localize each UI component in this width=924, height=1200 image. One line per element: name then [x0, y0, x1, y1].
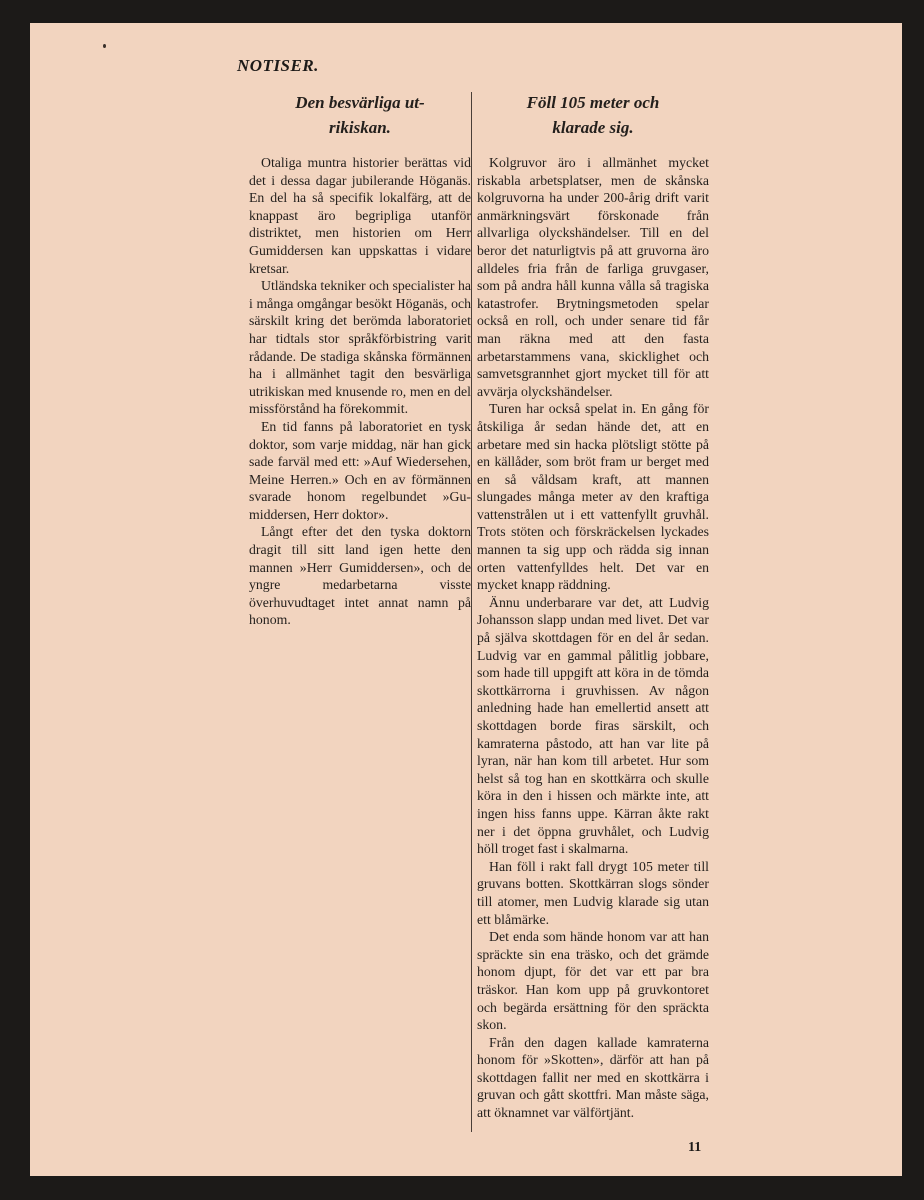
article-paragraph: Han föll i rakt fall drygt 105 meter till gruvans botten. Skottkärran slogs sönder till atomer, men Ludvig klarade sig utan ett blåmärke.: [477, 858, 709, 927]
article-paragraph: Långt efter det den tyska doktorn dragit till sitt land igen hette den mannen »Herr Gumiddersen», och de yngre medarbetarna visste överhuvudtaget intet annat namn på honom.: [249, 524, 471, 628]
article-paragraph: Turen har också spelat in. En gång för åtskiliga år sedan hände det, att en arbetare med sin hacka plötsligt stötte på en källåder, som bröt fram ur berget med en så våldsam kraft, att mannen slungades många meter av den kraftiga vattenstrålen ut i ett vattenfyllt gruvhål. Trots stöten och förskräckelsen lyckades mannen ta sig upp och rädda sig innan orten vattenfylldes helt. Det var en mycket knapp räddning.: [477, 401, 709, 593]
article-paragraph: Ännu underbarare var det, att Ludvig Johansson slapp undan med livet. Det var på själva skottdagen för en del år sedan. Ludvig var en gammal pålitlig jobbare, som hade till uppgift att köra in de tömda skottkärrorna i gruvhissen. Av någon anledning hade han emellertid ansett att skottdagen borde firas särskilt, och kamraterna påstodo, att han var lite på lyran, när han kom till arbetet. Hur som helst så tog han en skottkärra och skulle köra in den i hissen och märkte inte, att ingen hiss fanns uppe. Kärran åkte rakt ner i det öppna gruvhålet, och Ludvig höll troget fast i skalmarna.: [477, 594, 709, 857]
article-paragraph: Det enda som hände honom var att han spräckte sin ena träsko, och det grämde honom djupt, för det var ett par bra träskor. Han kom upp på gruvkontoret och begärda ersättning för den spräckta skon.: [477, 929, 709, 1033]
article-paragraph: Kolgruvor äro i allmänhet mycket riskabla arbetsplatser, men de skånska kolgruvorna ha under 200-årig drift varit anmärkningsvärt förskonade från allvarliga olyckshändelser. Till en del beror det naturligtvis på att gruvorna äro alldeles fria från de farliga gruvgaser, som på andra håll kunna vålla så tragiska katastrofer. Brytningsmetoden spelar också en roll, och under senare tid får man räkna med att den fasta arbetarstammens vana, skicklighet och samvetsgrannhet gjort mycket till för att avvärja olyckshändelser.: [477, 155, 709, 399]
article-heading: [249, 90, 471, 140]
article-paragraph: En tid fanns på laboratoriet en tysk doktor, som varje middag, när han gick sade farväl med ett: »Auf Wiedersehen, Meine Herren.» Och en av förmännen svarade honom regelbundet »Gu-middersen, Herr doktor».: [249, 418, 471, 522]
article-paragraph: Utländska tekniker och specialister ha i många omgångar besökt Höganäs, och särskilt kring det berömda laboratoriet har tidtals stor språkförbistring varit rådande. De stadiga skånska förmännen ha i allmänhet tagit den besvärliga utrikiskan med knusende ro, men en del missförstånd ha förekommit.: [249, 278, 471, 417]
print-speck: [103, 44, 106, 48]
article-heading-line: Föll 105 meter och: [526, 93, 660, 112]
section-title: NOTISER.: [237, 56, 319, 75]
article-heading-line: Den besvärliga ut-: [295, 93, 425, 112]
article-heading-line: rikiskan.: [329, 118, 391, 137]
article-left: [249, 90, 471, 629]
article-heading: [477, 90, 709, 140]
page-number: 11: [688, 1140, 702, 1155]
article-right: [477, 90, 709, 1122]
article-paragraph: Otaliga muntra historier berättas vid det i dessa dagar jubilerande Höganäs. En del ha så specifik lokalfärg, att de knappast äro begripliga utanför distriktet, men historien om Herr Gumiddersen kan uppskattas i vidare kretsar.: [249, 155, 471, 276]
column-divider: [471, 92, 472, 1132]
article-heading-line: klarade sig.: [552, 118, 634, 137]
article-paragraph: Från den dagen kallade kamraterna honom för »Skotten», därför att han på skottdagen fallit ner med en skottkärra i gruvan och gått skottfri. Man måste säga, att öknamnet var välförtjänt.: [477, 1034, 709, 1121]
